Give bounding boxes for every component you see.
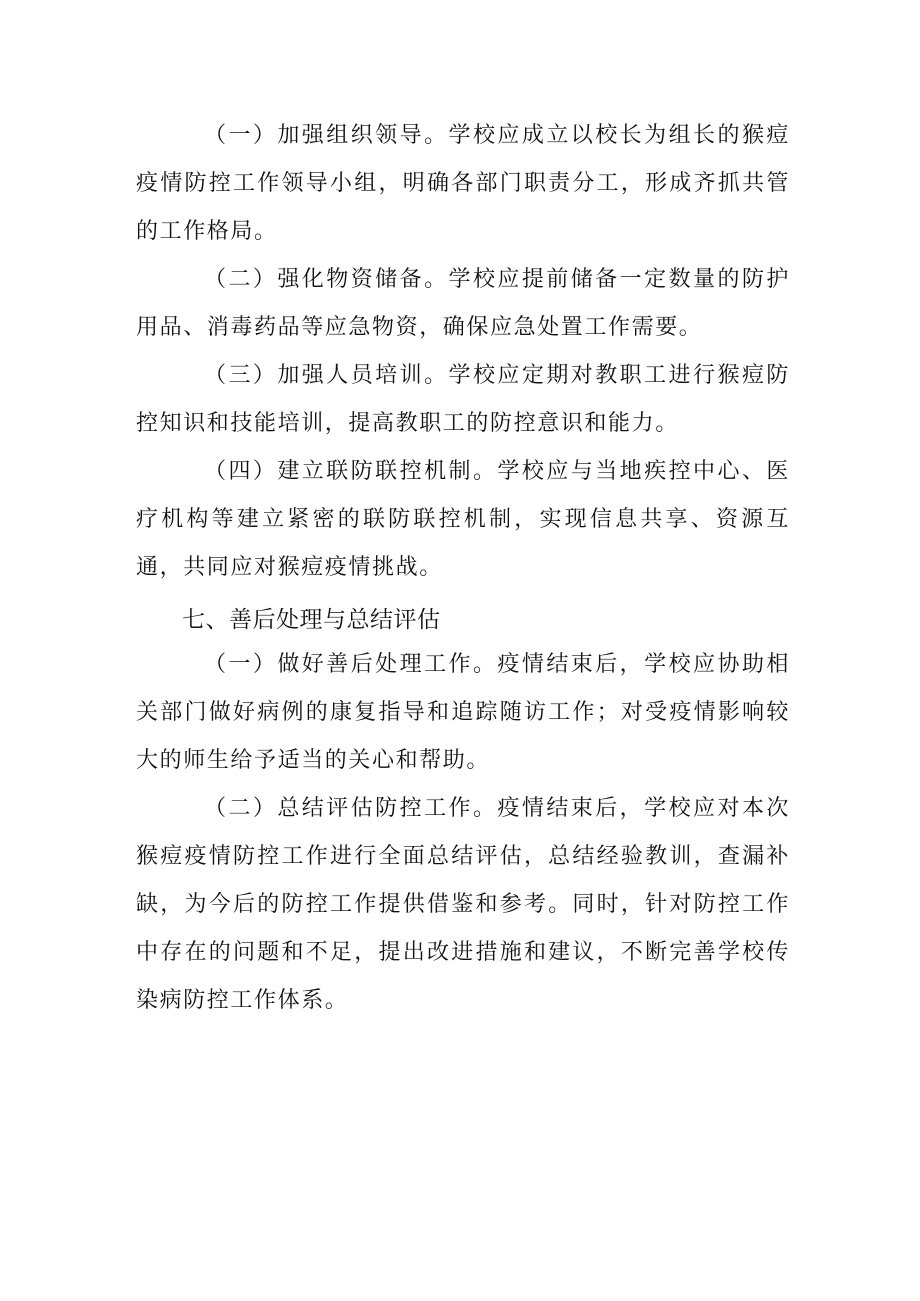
- section-heading: 七、善后处理与总结评估: [182, 607, 441, 633]
- paragraph-staff-training: （三）加强人员培训。学校应定期对教职工进行猴痘防控知识和技能培训，提高教职工的防控意识和能力。: [136, 363, 790, 436]
- paragraph-aftermath-handling: （一）做好善后处理工作。疫情结束后，学校应协助相关部门做好病例的康复指导和追踪随访工作；对受疫情影响较大的师生给予适当的关心和帮助。: [136, 652, 790, 773]
- paragraph-strengthen-leadership: （一）加强组织领导。学校应成立以校长为组长的猴痘疫情防控工作领导小组，明确各部门职责分工，形成齐抓共管的工作格局。: [136, 123, 790, 244]
- paragraph-summary-evaluation: （二）总结评估防控工作。疫情结束后，学校应对本次猴痘疫情防控工作进行全面总结评估，总结经验教训，查漏补缺，为今后的防控工作提供借鉴和参考。同时，针对防控工作中存在的问题和不足，提出改进措施和建议，不断完善学校传染病防控工作体系。: [136, 796, 790, 1013]
- paragraph-joint-prevention: （四）建立联防联控机制。学校应与当地疾控中心、医疗机构等建立紧密的联防联控机制，实现信息共享、资源互通，共同应对猴痘疫情挑战。: [136, 459, 790, 580]
- paragraph-material-reserve: （二）强化物资储备。学校应提前储备一定数量的防护用品、消毒药品等应急物资，确保应急处置工作需要。: [136, 267, 790, 340]
